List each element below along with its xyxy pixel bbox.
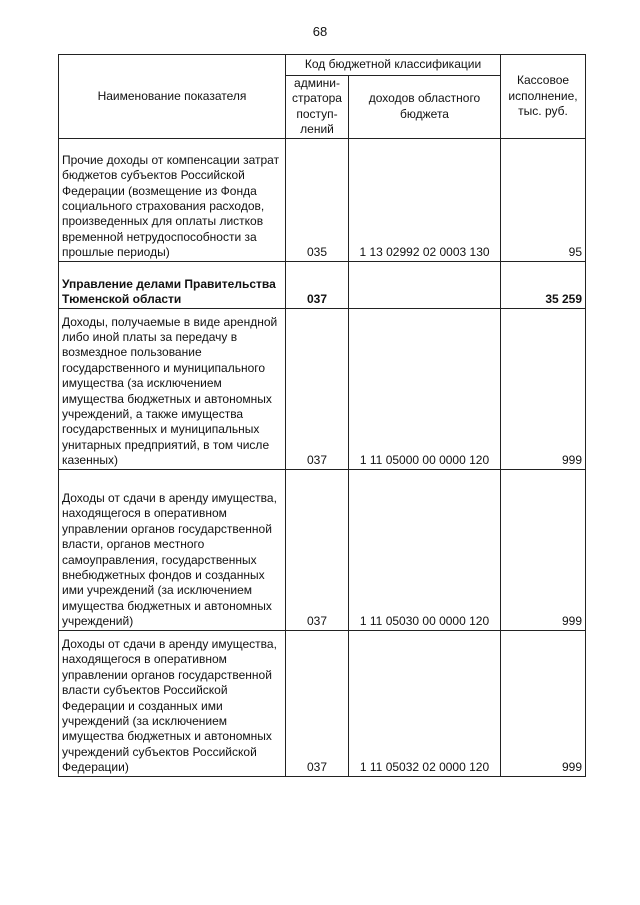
row-admin-code: 037 [286,469,349,630]
row-admin-code: 037 [286,630,349,776]
table-row-section [59,261,586,308]
table-row [59,630,586,776]
budget-revenue-table [58,54,586,777]
row-income-code: 1 11 05000 00 0000 120 [349,308,501,469]
header-indicator-name: Наименование показателя [59,55,286,139]
row-admin-code: 037 [286,261,349,308]
row-amount: 35 259 [501,261,586,308]
row-income-code: 1 11 05032 02 0000 120 [349,630,501,776]
row-income-code: 1 11 05030 00 0000 120 [349,469,501,630]
header-revenue-administrator: админи-стратора поступ-лений [286,76,349,139]
row-admin-code: 037 [286,308,349,469]
row-name: Управление делами Правительства Тюменской области [59,261,286,308]
row-amount: 95 [501,138,586,261]
row-name: Прочие доходы от компенсации затрат бюджетов субъектов Российской Федерации (возмещение из Фонда социального страхования расходов, произведенных для оплаты листков временной нетрудоспособности за прошлые периоды) [59,138,286,261]
header-budget-classification-code: Код бюджетной классификации [286,55,501,76]
table-row [59,469,586,630]
table-row [59,308,586,469]
page-number: 68 [312,24,328,39]
header-regional-budget-income: доходов областного бюджета [349,76,501,139]
row-amount: 999 [501,630,586,776]
row-amount: 999 [501,469,586,630]
row-name: Доходы, получаемые в виде арендной либо иной платы за передачу в возмездное пользование государственного и муниципального имущества (за исключением имущества бюджетных и автономных учреждений, а также имущества государственных и муниципальных унитарных предприятий, в том числе казенных) [59,308,286,469]
row-income-code: 1 13 02992 02 0003 130 [349,138,501,261]
row-income-code [349,261,501,308]
table-row [59,138,586,261]
row-name: Доходы от сдачи в аренду имущества, находящегося в оперативном управлении органов государственной власти, органов местного самоуправления, государственных внебюджетных фондов и созданных ими учреждений (за исключением имущества бюджетных и автономных учреждений) [59,469,286,630]
row-amount: 999 [501,308,586,469]
row-name: Доходы от сдачи в аренду имущества, находящегося в оперативном управлении органов государственной власти субъектов Российской Федерации и созданных ими учреждений (за исключением имущества бюджетных и автономных учреждений субъектов Российской Федерации) [59,630,286,776]
header-cash-execution: Кассовое исполнение, тыс. руб. [501,55,586,139]
row-admin-code: 035 [286,138,349,261]
